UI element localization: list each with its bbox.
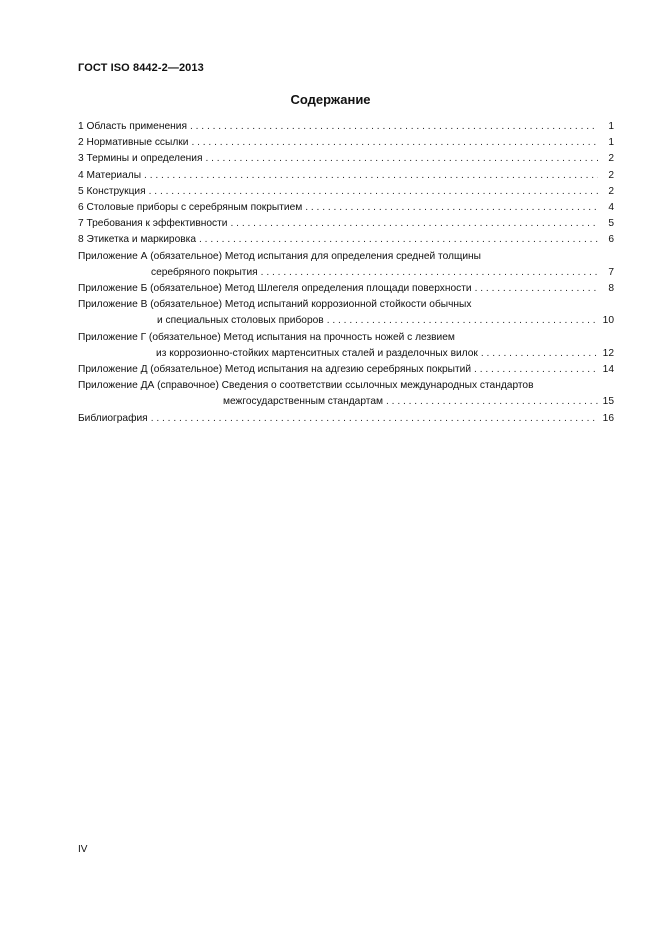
dot-leader [475,281,598,297]
dot-leader [261,265,598,281]
dot-leader [327,313,598,329]
toc-entry-continuation-text: и специальных столовых приборов [157,315,324,327]
toc-entry-page: 10 [602,315,614,327]
toc-entry[interactable] [78,151,614,167]
toc-entry[interactable] [78,135,614,151]
toc-entry-page: 14 [602,364,614,376]
dot-leader [190,119,598,135]
toc-entry-continuation-text: из коррозионно-стойких мартенситных сталей и разделочных вилок [156,347,478,359]
toc-entry-page: 15 [602,396,614,408]
toc-entry-page: 4 [608,202,614,214]
table-of-contents [78,119,614,427]
toc-entry[interactable] [78,168,614,184]
toc-entry-page: 7 [608,266,614,278]
toc-title: Содержание [290,92,371,107]
toc-entry[interactable] [78,378,614,394]
toc-entry-text: Приложение В (обязательное) Метод испытаний коррозионной стойкости обычных [78,299,472,311]
dot-leader [205,151,598,167]
toc-entry-page: 1 [608,121,614,132]
toc-entry[interactable] [78,411,614,427]
toc-entry-text: 4 Материалы [78,169,142,181]
toc-entry[interactable] [78,330,614,346]
toc-entry[interactable] [78,216,614,232]
dot-leader [305,200,598,216]
toc-entry-page: 8 [608,283,614,295]
dot-leader [481,346,598,362]
toc-entry-page: 6 [608,234,614,246]
dot-leader [199,232,598,248]
toc-entry[interactable] [78,249,614,265]
toc-entry-page: 1 [608,137,614,149]
toc-entry-continuation-text: межгосударственным стандартам [223,396,383,408]
toc-entry-text: 3 Термины и определения [78,153,203,165]
toc-entry-page: 2 [608,153,614,165]
toc-entry-text: 5 Конструкция [78,185,146,197]
dot-leader [231,216,599,232]
toc-entry[interactable] [78,200,614,216]
toc-entry-page: 2 [608,185,614,197]
toc-entry-text: 2 Нормативные ссылки [78,137,189,149]
toc-entry[interactable] [78,119,614,135]
toc-entry[interactable] [78,184,614,200]
toc-entry[interactable] [78,232,614,248]
toc-entry-page: 5 [608,218,614,230]
toc-entry-text: 6 Столовые приборы с серебряным покрытием [78,202,303,214]
toc-entry[interactable] [78,297,614,313]
toc-entry-text: 1 Область применения [78,121,187,132]
toc-entry-continuation[interactable] [78,313,614,329]
dot-leader [191,135,598,151]
dot-leader [144,168,598,184]
page-number: IV [78,844,88,855]
toc-entry-page: 12 [602,347,614,359]
toc-entry-text: Приложение Б (обязательное) Метод Шлегеля определения площади поверхности [78,283,472,295]
toc-entry-text: 8 Этикетка и маркировка [78,234,197,246]
toc-entry[interactable] [78,362,614,378]
toc-entry-continuation[interactable] [78,346,614,362]
toc-entry-text: Приложение Д (обязательное) Метод испытания на адгезию серебряных покрытий [78,364,472,376]
dot-leader [474,362,598,378]
toc-entry-text: Приложение А (обязательное) Метод испытания для определения средней толщины [78,250,482,262]
toc-entry-text: Библиография [78,412,148,424]
toc-entry-page: 2 [608,169,614,181]
toc-entry-continuation[interactable] [78,394,614,410]
dot-leader [151,411,598,427]
toc-entry-page: 16 [602,412,614,424]
toc-entry-text: Приложение ДА (справочное) Сведения о соответствии ссылочных международных стандартов [78,380,534,392]
toc-entry[interactable] [78,281,614,297]
document-code: ГОСТ ISO 8442-2—2013 [78,62,204,74]
dot-leader [386,394,598,410]
toc-entry-continuation-text: серебряного покрытия [151,266,258,278]
toc-entry-continuation[interactable] [78,265,614,281]
toc-entry-text: 7 Требования к эффективности [78,218,228,230]
dot-leader [149,184,598,200]
toc-entry-text: Приложение Г (обязательное) Метод испытания на прочность ножей с лезвием [78,331,455,343]
